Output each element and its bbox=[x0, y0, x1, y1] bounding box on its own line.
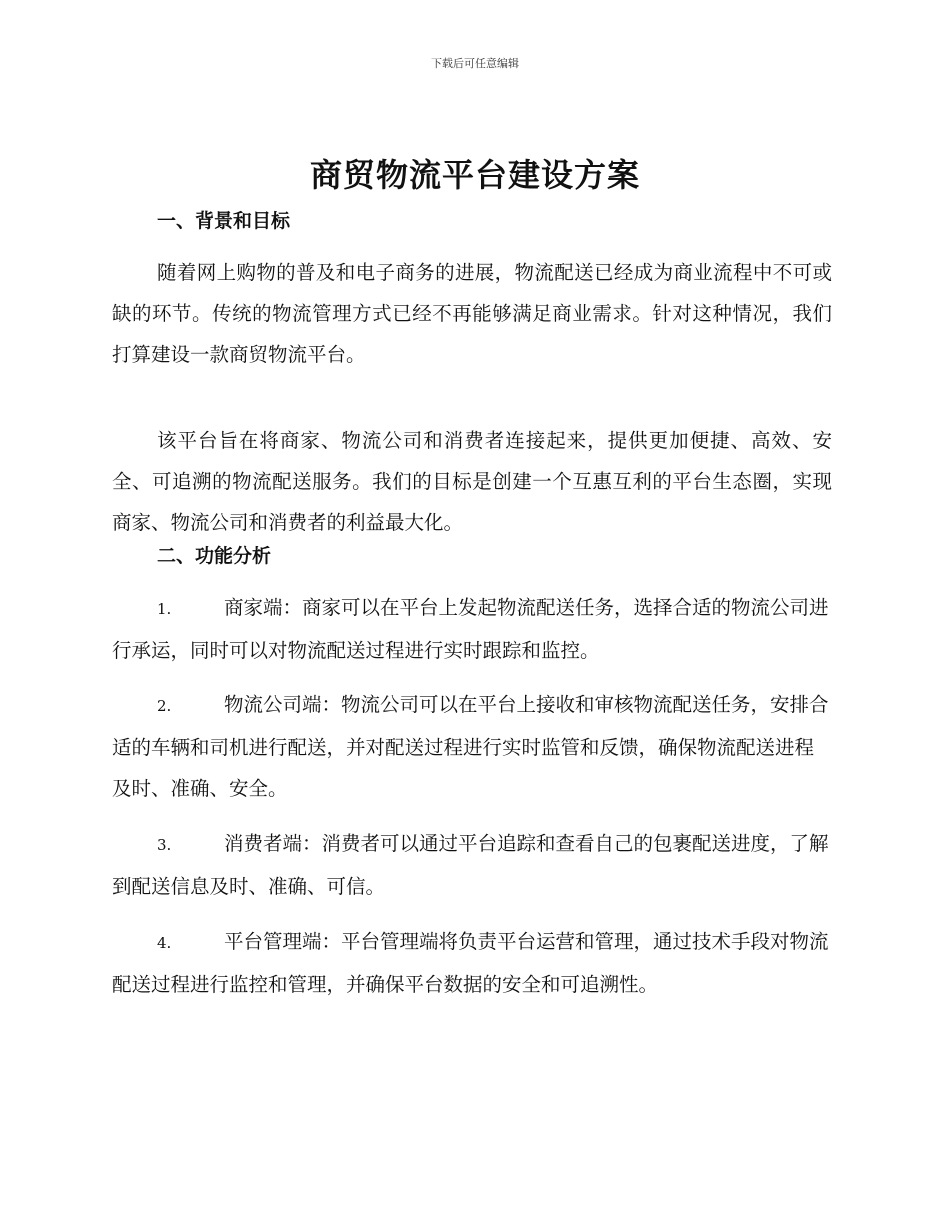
list-item-consumer bbox=[112, 823, 832, 907]
list-item-merchant bbox=[112, 587, 832, 671]
paragraph-goals: 该平台旨在将商家、物流公司和消费者连接起来，提供更加便捷、高效、安全、可追溯的物流配送服务。我们的目标是创建一个互惠互利的平台生态圈，实现商家、物流公司和消费者的利益最大化。 bbox=[112, 429, 832, 534]
list-item-platform-admin bbox=[112, 921, 832, 1005]
section-heading-background: 一、背景和目标 bbox=[157, 210, 291, 232]
list-item-number: 4. bbox=[157, 934, 172, 952]
list-item-text: 消费者端：消费者可以通过平台追踪和查看自己的包裹配送进度，了解到配送信息及时、准确、可信。 bbox=[112, 832, 829, 898]
list-item-text: 物流公司端：物流公司可以在平台上接收和审核物流配送任务，安排合适的车辆和司机进行配送，并对配送过程进行实时监管和反馈，确保物流配送进程及时、准确、安全。 bbox=[112, 693, 829, 800]
paragraph-background: 随着网上购物的普及和电子商务的进展，物流配送已经成为商业流程中不可或缺的环节。传统的物流管理方式已经不再能够满足商业需求。针对这种情况，我们打算建设一款商贸物流平台。 bbox=[112, 261, 832, 366]
section-heading-functions: 二、功能分析 bbox=[157, 545, 272, 567]
list-item-number: 1. bbox=[157, 600, 172, 618]
list-item-number: 3. bbox=[157, 836, 172, 854]
list-item-text: 平台管理端：平台管理端将负责平台运营和管理，通过技术手段对物流配送过程进行监控和管理，并确保平台数据的安全和可追溯性。 bbox=[112, 930, 829, 996]
list-item-number: 2. bbox=[157, 697, 172, 715]
header-note: 下载后可任意编辑 bbox=[431, 57, 519, 70]
list-item-logistics-company bbox=[112, 684, 832, 809]
document-title: 商贸物流平台建设方案 bbox=[309, 156, 640, 194]
list-item-text: 商家端：商家可以在平台上发起物流配送任务，选择合适的物流公司进行承运，同时可以对物流配送过程进行实时跟踪和监控。 bbox=[112, 596, 829, 662]
